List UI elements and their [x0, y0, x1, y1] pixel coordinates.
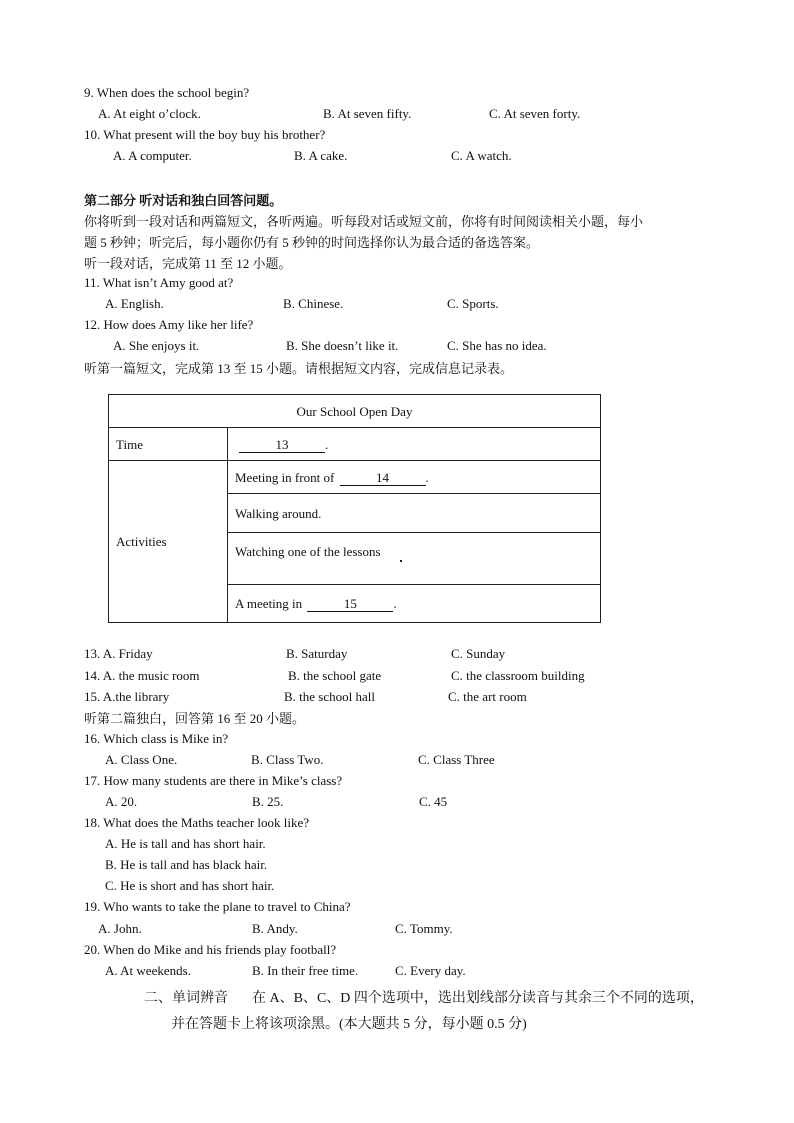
activities-label: Activities	[109, 461, 228, 623]
part2-instruction-2: 题 5 秒钟；听完后，每小题你仍有 5 秒钟的时间选择你认为最合适的备选答案。	[84, 235, 540, 250]
q10-option-a: A. A computer.	[113, 148, 192, 163]
passage2-intro: 听第二篇独白，回答第 16 至 20 小题。	[84, 711, 306, 726]
q16-option-b: B. Class Two.	[251, 752, 324, 767]
q12-option-c: C. She has no idea.	[447, 338, 547, 353]
time-label: Time	[109, 428, 228, 461]
q14-option-a: 14. A. the music room	[84, 668, 200, 683]
q19-option-b: B. Andy.	[252, 921, 298, 936]
q20-option-b: B. In their free time.	[252, 963, 359, 978]
q11-option-c: C. Sports.	[447, 296, 499, 311]
q17-option-b: B. 25.	[252, 794, 284, 809]
blank-13[interactable]: 13	[239, 437, 325, 453]
q10-stem: 10. What present will the boy buy his brother?	[84, 127, 326, 142]
q15-option-c: C. the art room	[448, 689, 527, 704]
q19-stem: 19. Who wants to take the plane to travel to China?	[84, 899, 351, 914]
activity-4-text: A meeting in	[235, 596, 303, 611]
part2-title: 第二部分 听对话和独白回答问题。	[84, 193, 283, 208]
q18-stem: 18. What does the Maths teacher look like?	[84, 815, 310, 830]
time-period: .	[325, 436, 329, 452]
activity-row-2: Walking around.	[228, 494, 601, 533]
q20-option-a: A. At weekends.	[105, 963, 191, 978]
passage1-intro: 听第一篇短文，完成第 13 至 15 小题。请根据短文内容，完成信息记录表。	[84, 361, 514, 376]
q18-option-a: A. He is tall and has short hair.	[105, 836, 266, 851]
q10-option-b: B. A cake.	[294, 148, 348, 163]
q15-option-b: B. the school hall	[284, 689, 375, 704]
q13-option-b: B. Saturday	[286, 646, 348, 661]
q12-stem: 12. How does Amy like her life?	[84, 317, 254, 332]
q16-option-c: C. Class Three	[418, 752, 495, 767]
q17-option-a: A. 20.	[105, 794, 138, 809]
q14-option-c: C. the classroom building	[451, 668, 585, 683]
q19-option-a: A. John.	[98, 921, 142, 936]
q20-stem: 20. When do Mike and his friends play football?	[84, 942, 337, 957]
q17-option-c: C. 45	[419, 794, 448, 809]
q11-option-b: B. Chinese.	[283, 296, 344, 311]
time-cell	[228, 428, 601, 461]
q14-option-b: B. the school gate	[288, 668, 382, 683]
table-title: Our School Open Day	[109, 395, 601, 428]
q18-option-b: B. He is tall and has black hair.	[105, 857, 268, 872]
activity-row-3: Watching one of the lessons	[228, 533, 601, 585]
q9-option-b: B. At seven fifty.	[323, 106, 412, 121]
q18-option-c: C. He is short and has short hair.	[105, 878, 275, 893]
q16-option-a: A. Class One.	[105, 752, 178, 767]
activity-row-1	[228, 461, 601, 494]
section2-instruction-1: 在 A、B、C、D 四个选项中，选出划线部分读音与其余三个不同的选项，	[252, 991, 704, 1006]
info-record-table	[108, 394, 601, 623]
q9-option-a: A. At eight o’clock.	[98, 106, 201, 121]
q12-option-a: A. She enjoys it.	[113, 338, 200, 353]
q20-option-c: C. Every day.	[395, 963, 466, 978]
activity-1-text: Meeting in front of	[235, 469, 335, 485]
q13-option-a: 13. A. Friday	[84, 646, 153, 661]
q16-stem: 16. Which class is Mike in?	[84, 731, 229, 746]
q15-option-a: 15. A.the library	[84, 689, 170, 704]
q19-option-c: C. Tommy.	[395, 921, 453, 936]
blank-14[interactable]: 14	[340, 470, 426, 486]
q9-stem: 9. When does the school begin?	[84, 85, 250, 100]
part2-instruction-1: 你将听到一段对话和两篇短文，各听两遍。听每段对话或短文前，你将有时间阅读相关小题，每小	[84, 214, 644, 229]
q11-stem: 11. What isn’t Amy good at?	[84, 275, 234, 290]
dialogue-intro: 听一段对话，完成第 11 至 12 小题。	[84, 256, 292, 271]
stray-dot	[400, 560, 402, 562]
activity-1-period: .	[425, 469, 429, 485]
q10-option-c: C. A watch.	[451, 148, 512, 163]
q12-option-b: B. She doesn’t like it.	[286, 338, 399, 353]
blank-15[interactable]: 15	[307, 596, 393, 612]
section2-instruction-2: 并在答题卡上将该项涂黑。(本大题共 5 分，每小题 0.5 分)	[171, 1017, 527, 1032]
activity-4-period: .	[393, 596, 397, 611]
q13-option-c: C. Sunday	[451, 646, 506, 661]
section2-heading: 二、单词辨音	[144, 991, 228, 1006]
q11-option-a: A. English.	[105, 296, 164, 311]
q9-option-c: C. At seven forty.	[489, 106, 581, 121]
q17-stem: 17. How many students are there in Mike’s class?	[84, 773, 343, 788]
activity-row-4	[228, 585, 601, 623]
